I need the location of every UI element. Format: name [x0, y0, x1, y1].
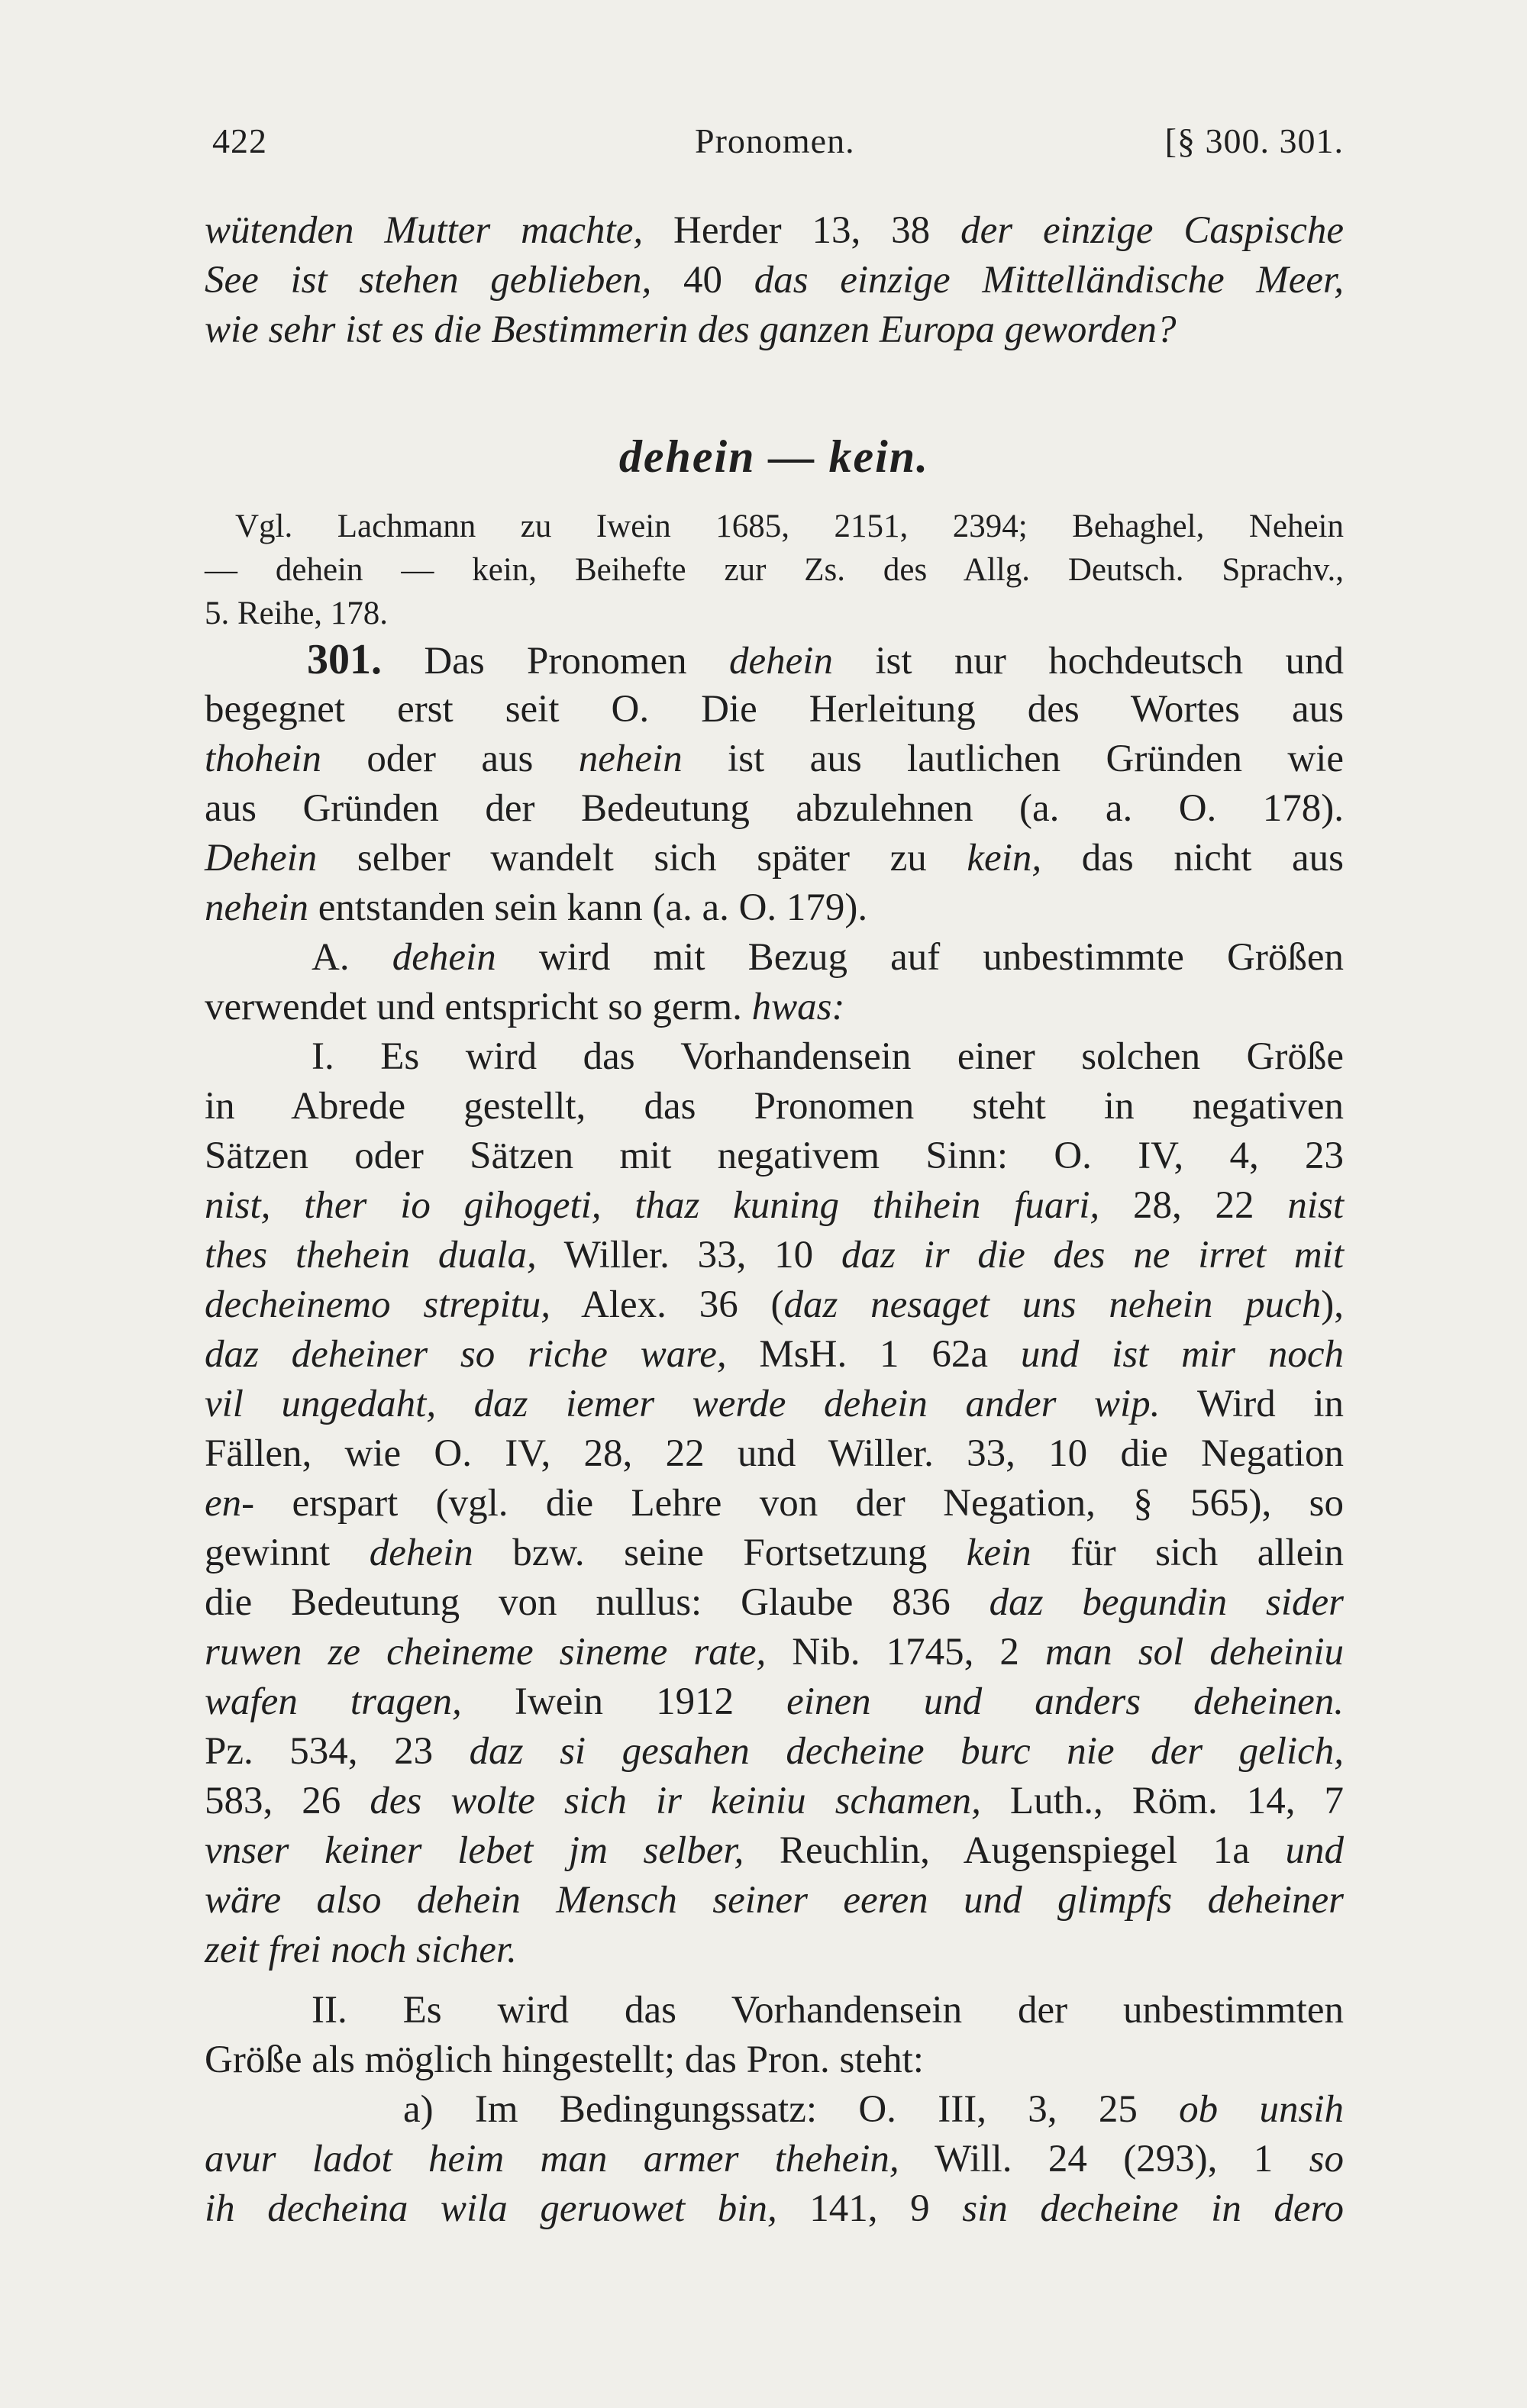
text-line: 5. Reihe, 178.	[205, 596, 389, 631]
term: nehein	[205, 886, 308, 929]
text-line: — dehein — kein, Beihefte zur Zs. des Allg. Deutsch. Sprachv.,	[205, 552, 1344, 588]
citation: thes thehein duala,	[205, 1234, 537, 1277]
text-line: Fällen, wie O. IV, 28, 22 und Willer. 33, 10 die Negation	[205, 1432, 1344, 1475]
source-ref: Iwein 1912	[461, 1680, 787, 1723]
citation: wie sehr ist es die Bestimmerin des ganzen Europa geworden?	[205, 308, 1177, 351]
citation: daz deheiner so riche ware,	[205, 1333, 727, 1376]
text-run: oder aus	[321, 738, 579, 780]
citation: das einzige Mittelländische Meer,	[754, 259, 1345, 302]
text-run: für sich allein	[1031, 1532, 1344, 1574]
text-line	[205, 305, 1344, 355]
term: hwas:	[751, 986, 845, 1028]
reference-paragraph	[205, 505, 1344, 635]
citation: See ist stehen geblieben,	[205, 259, 652, 302]
term: kein	[966, 1532, 1031, 1574]
citation: vnser keiner lebet jm selber,	[205, 1829, 744, 1872]
citation: man sol deheiniu	[1044, 1631, 1344, 1674]
text-line	[205, 883, 1344, 933]
term: Dehein	[205, 837, 318, 880]
citation: ruwen ze cheineme sineme rate,	[205, 1631, 767, 1674]
citation: wafen tragen,	[205, 1680, 462, 1723]
text-run: das nicht aus	[1041, 837, 1344, 880]
running-header	[208, 121, 1344, 174]
text-line	[205, 2135, 1344, 2184]
intro-paragraph	[205, 206, 1344, 355]
citation: wäre also dehein Mensch seiner eeren und glimpfs deheiner	[205, 1879, 1344, 1922]
part-a-paragraph	[205, 933, 1344, 1032]
text-run: verwendet und entspricht so germ.	[205, 986, 752, 1028]
citation: ih decheina wila geruowet bin,	[205, 2187, 777, 2230]
citation: nist, ther io gihogeti, thaz kuning thihein fuari,	[205, 1184, 1100, 1227]
text-line	[205, 1528, 1344, 1578]
citation: der einzige Caspische	[960, 209, 1344, 252]
text-run: ist aus lautlichen Gründen wie	[682, 738, 1345, 780]
text-run: selber wandelt sich später zu	[317, 837, 967, 880]
term: dehein	[729, 640, 833, 683]
text-line: in Abrede gestellt, das Pronomen steht in negativen	[205, 1085, 1344, 1128]
citation: sin decheine in dero	[962, 2187, 1345, 2230]
source-ref: 141, 9	[776, 2187, 963, 2230]
source-ref: Herder 13, 38	[643, 209, 961, 252]
text-line	[205, 206, 1344, 256]
citation: so	[1309, 2138, 1344, 2180]
section-301-paragraph	[205, 635, 1344, 933]
text-run: bzw. seine Fortsetzung	[473, 1532, 967, 1574]
text-line	[205, 834, 1344, 883]
citation: decheinemo strepitu,	[205, 1283, 551, 1326]
text-line: Größe als möglich hingestellt; das Pron. steht:	[205, 2038, 924, 2081]
text-run: entstanden sein kann (a. a. O. 179).	[308, 886, 868, 929]
text-line	[205, 933, 1344, 983]
text-line	[205, 1777, 1344, 1826]
page-body	[205, 206, 1344, 2234]
citation: einen und anders deheinen.	[786, 1680, 1345, 1723]
text-line: Vgl. Lachmann zu Iwein 1685, 2151, 2394; Behaghel, Nehein	[235, 508, 1344, 544]
text-run: Das Pronomen	[382, 640, 730, 683]
text-line	[205, 1677, 1344, 1727]
source-ref: Will. 24 (293), 1	[899, 2138, 1309, 2180]
text-line: I. Es wird das Vorhandensein einer solchen Größe	[312, 1035, 1344, 1078]
text-line	[205, 1578, 1344, 1628]
text-run: die Bedeutung von nullus: Glaube 836	[205, 1581, 989, 1624]
citation: zeit frei noch sicher.	[205, 1929, 517, 1971]
text-line	[205, 1727, 1344, 1777]
part-ii-paragraph	[205, 1986, 1344, 2234]
source-ref: 583, 26	[205, 1780, 370, 1822]
text-line	[205, 1925, 1344, 1975]
term: thohein	[205, 738, 321, 780]
text-line: Sätzen oder Sätzen mit negativem Sinn: O. IV, 4, 23	[205, 1135, 1344, 1177]
source-ref: Willer. 33, 10	[536, 1234, 841, 1277]
text-run: gewinnt	[205, 1532, 370, 1574]
part-i-paragraph	[205, 1032, 1344, 1975]
text-line	[205, 1231, 1344, 1280]
citation: daz ir die des ne irret mit	[841, 1234, 1344, 1277]
term: dehein	[392, 936, 496, 979]
term: nehein	[578, 738, 683, 780]
source-ref: Reuchlin, Augenspiegel 1a	[744, 1829, 1286, 1872]
text-run: Wird in	[1160, 1383, 1344, 1425]
section-heading: dehein — kein.	[618, 431, 930, 482]
text-run: ),	[1321, 1283, 1344, 1326]
text-line	[205, 734, 1344, 784]
source-ref: MsH. 1 62a	[726, 1333, 1021, 1376]
section-number: 301.	[307, 636, 382, 683]
text-line	[205, 1479, 1344, 1528]
citation: und	[1285, 1829, 1344, 1872]
term: dehein	[369, 1532, 473, 1574]
citation: des wolte sich ir keiniu schamen,	[370, 1780, 981, 1822]
text-line	[205, 1876, 1344, 1925]
source-ref: 40	[651, 259, 754, 302]
citation: vil ungedaht, daz iemer werde dehein ander wip.	[205, 1383, 1161, 1425]
text-line	[205, 256, 1344, 305]
text-run: ist nur hochdeutsch und	[832, 640, 1344, 683]
text-line	[205, 2184, 1344, 2234]
term: en-	[205, 1482, 255, 1525]
page-number: 422	[212, 121, 267, 160]
text-line	[205, 635, 1344, 685]
source-ref: Nib. 1745, 2	[766, 1631, 1045, 1674]
text-run: erspart (vgl. die Lehre von der Negation, § 565), so	[254, 1482, 1344, 1525]
section-reference: [§ 300. 301.	[1164, 121, 1344, 160]
source-ref: Luth., Röm. 14, 7	[980, 1780, 1344, 1822]
text-line	[205, 2085, 1344, 2135]
citation: und ist mir noch	[1020, 1333, 1344, 1376]
citation: nist	[1287, 1184, 1344, 1227]
source-ref: 28, 22	[1099, 1184, 1288, 1227]
text-line: II. Es wird das Vorhandensein der unbestimmten	[312, 1989, 1344, 2032]
text-line	[205, 1181, 1344, 1231]
text-line	[205, 983, 1344, 1032]
text-line	[205, 1280, 1344, 1330]
citation: daz si gesahen decheine burc nie der gelich,	[469, 1730, 1344, 1773]
citation: avur ladot heim man armer thehein,	[205, 2138, 899, 2180]
text-line	[205, 1826, 1344, 1876]
source-ref: Alex. 36 (	[550, 1283, 784, 1326]
text-line	[205, 1330, 1344, 1380]
text-run: a) Im Bedingungssatz: O. III, 3, 25	[403, 2088, 1180, 2131]
text-line	[205, 1380, 1344, 1429]
text-line	[205, 1628, 1344, 1677]
text-run: wird mit Bezug auf unbestimmte Größen	[496, 936, 1344, 979]
citation: daz begundin sider	[989, 1581, 1344, 1624]
text-line: begegnet erst seit O. Die Herleitung des Wortes aus	[205, 688, 1344, 731]
citation: wütenden Mutter machte,	[205, 209, 644, 252]
source-ref: Pz. 534, 23	[205, 1730, 470, 1773]
text-run: A.	[312, 936, 392, 979]
citation: daz nesaget uns nehein puch	[783, 1283, 1322, 1326]
running-title: Pronomen.	[695, 121, 855, 160]
text-line: aus Gründen der Bedeutung abzulehnen (a. a. O. 178).	[205, 787, 1344, 830]
term: kein,	[967, 837, 1042, 880]
citation: ob unsih	[1179, 2088, 1344, 2131]
